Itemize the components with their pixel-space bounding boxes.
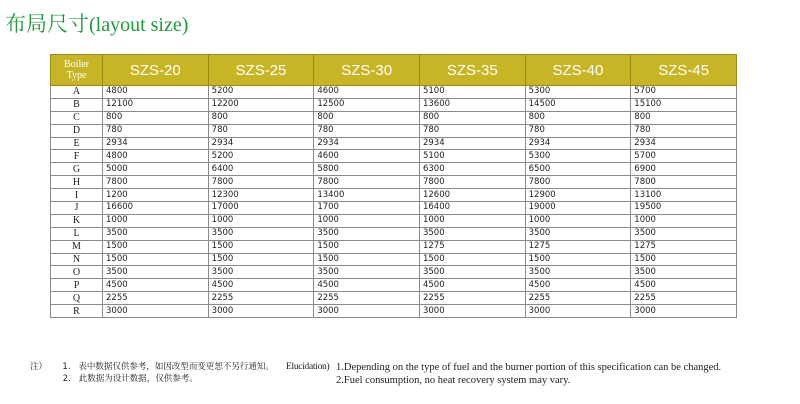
table-row xyxy=(51,163,737,176)
table-cell: 1500 xyxy=(103,240,209,253)
table-cell: 15100 xyxy=(631,98,737,111)
table-cell: 7800 xyxy=(208,176,314,189)
table-cell: 1000 xyxy=(419,214,525,227)
note-cn-text: 表中数据仅供参考，如因改型而变更恕不另行通知。 xyxy=(78,362,274,372)
notes-en xyxy=(336,361,721,387)
row-label: J xyxy=(51,202,103,215)
table-cell: 4600 xyxy=(314,86,420,99)
row-label: N xyxy=(51,253,103,266)
table-row xyxy=(51,86,737,99)
table-cell: 2255 xyxy=(631,292,737,305)
table-cell: 3500 xyxy=(631,227,737,240)
table-cell: 13400 xyxy=(314,189,420,202)
table-cell: 780 xyxy=(419,124,525,137)
row-label: D xyxy=(51,124,103,137)
table-cell: 6400 xyxy=(208,163,314,176)
row-label: I xyxy=(51,189,103,202)
table-body xyxy=(51,86,737,318)
row-label: R xyxy=(51,305,103,318)
table-cell: 1500 xyxy=(208,253,314,266)
table-cell: 16600 xyxy=(103,202,209,215)
table-cell: 800 xyxy=(419,111,525,124)
table-cell: 3000 xyxy=(103,305,209,318)
table-cell: 2934 xyxy=(314,137,420,150)
table-cell: 7800 xyxy=(631,176,737,189)
table-cell: 13100 xyxy=(631,189,737,202)
table-cell: 1275 xyxy=(419,240,525,253)
table-cell: 5000 xyxy=(103,163,209,176)
table-cell: 2255 xyxy=(103,292,209,305)
row-label: G xyxy=(51,163,103,176)
table-cell: 2934 xyxy=(208,137,314,150)
table-cell: 800 xyxy=(525,111,631,124)
table-cell: 2255 xyxy=(419,292,525,305)
table-cell: 7800 xyxy=(419,176,525,189)
column-header: SZS-20 xyxy=(103,55,209,86)
table-cell: 4600 xyxy=(314,150,420,163)
table-cell: 4500 xyxy=(314,279,420,292)
table-cell: 4500 xyxy=(525,279,631,292)
row-label: M xyxy=(51,240,103,253)
table-cell: 3500 xyxy=(419,227,525,240)
table-cell: 780 xyxy=(631,124,737,137)
column-header: SZS-40 xyxy=(525,55,631,86)
note-cn-num: 2. xyxy=(62,374,71,384)
table-cell: 5300 xyxy=(525,150,631,163)
page-title xyxy=(5,8,188,38)
table-cell: 1275 xyxy=(525,240,631,253)
table-cell: 1500 xyxy=(208,240,314,253)
table-cell: 19000 xyxy=(525,202,631,215)
table-cell: 6900 xyxy=(631,163,737,176)
table-cell: 4500 xyxy=(631,279,737,292)
table-cell: 14500 xyxy=(525,98,631,111)
table-cell: 13600 xyxy=(419,98,525,111)
corner-header xyxy=(51,55,103,86)
table-cell: 3000 xyxy=(208,305,314,318)
row-label: P xyxy=(51,279,103,292)
notes-en-label: Elucidation) xyxy=(286,362,330,372)
table-row xyxy=(51,227,737,240)
table-cell: 5800 xyxy=(314,163,420,176)
table-cell: 6300 xyxy=(419,163,525,176)
layout-size-table xyxy=(50,54,737,318)
table-row xyxy=(51,111,737,124)
column-header: SZS-25 xyxy=(208,55,314,86)
table-cell: 3500 xyxy=(525,227,631,240)
table-cell: 19500 xyxy=(631,202,737,215)
table-cell: 800 xyxy=(631,111,737,124)
table-cell: 12600 xyxy=(419,189,525,202)
table-cell: 5300 xyxy=(525,86,631,99)
table-row xyxy=(51,189,737,202)
table-cell: 12500 xyxy=(314,98,420,111)
table-row xyxy=(51,137,737,150)
table-cell: 1000 xyxy=(103,214,209,227)
table-cell: 780 xyxy=(103,124,209,137)
note-en-line-2: 2.Fuel consumption, no heat recovery system may vary. xyxy=(336,375,571,386)
table-cell: 4500 xyxy=(419,279,525,292)
table-row xyxy=(51,202,737,215)
table-cell: 7800 xyxy=(314,176,420,189)
table-cell: 1000 xyxy=(631,214,737,227)
row-label: B xyxy=(51,98,103,111)
table-cell: 3500 xyxy=(208,266,314,279)
table-cell: 780 xyxy=(525,124,631,137)
row-label: F xyxy=(51,150,103,163)
table-cell: 5200 xyxy=(208,86,314,99)
note-cn-line-1 xyxy=(30,361,274,373)
table-row xyxy=(51,124,737,137)
table-cell: 3500 xyxy=(419,266,525,279)
notes-cn-label: 注） xyxy=(30,362,48,372)
row-label: E xyxy=(51,137,103,150)
table-cell: 7800 xyxy=(525,176,631,189)
corner-line-2: Type xyxy=(66,70,87,81)
table-row xyxy=(51,150,737,163)
table-cell: 1500 xyxy=(525,253,631,266)
table-cell: 3500 xyxy=(314,227,420,240)
row-label: O xyxy=(51,266,103,279)
title-en: (layout size) xyxy=(89,14,189,36)
table-cell: 3500 xyxy=(525,266,631,279)
table-row xyxy=(51,253,737,266)
table-cell: 3000 xyxy=(525,305,631,318)
table-cell: 2255 xyxy=(525,292,631,305)
notes-cn xyxy=(30,361,274,385)
row-label: A xyxy=(51,86,103,99)
table-cell: 5100 xyxy=(419,150,525,163)
table-cell: 3000 xyxy=(419,305,525,318)
column-header: SZS-45 xyxy=(631,55,737,86)
table-row xyxy=(51,98,737,111)
table-cell: 7800 xyxy=(103,176,209,189)
table-cell: 12900 xyxy=(525,189,631,202)
table-cell: 3500 xyxy=(208,227,314,240)
table-cell: 1275 xyxy=(631,240,737,253)
table-cell: 5700 xyxy=(631,150,737,163)
row-label: Q xyxy=(51,292,103,305)
table-cell: 780 xyxy=(208,124,314,137)
table-cell: 16400 xyxy=(419,202,525,215)
table-row xyxy=(51,240,737,253)
table-row xyxy=(51,292,737,305)
note-cn-line-2 xyxy=(30,373,274,385)
table-cell: 3500 xyxy=(103,266,209,279)
table-row xyxy=(51,279,737,292)
table-cell: 2255 xyxy=(208,292,314,305)
header-row xyxy=(51,55,737,86)
table-cell: 800 xyxy=(314,111,420,124)
table-cell: 800 xyxy=(103,111,209,124)
table-cell: 12300 xyxy=(208,189,314,202)
table-cell: 2934 xyxy=(525,137,631,150)
title-cn: 布局尺寸 xyxy=(5,12,89,36)
table-cell: 4800 xyxy=(103,86,209,99)
table-cell: 780 xyxy=(314,124,420,137)
note-cn-num: 1. xyxy=(62,362,71,372)
table-cell: 2934 xyxy=(103,137,209,150)
table-cell: 4500 xyxy=(103,279,209,292)
table-cell: 3500 xyxy=(103,227,209,240)
table-cell: 1500 xyxy=(314,253,420,266)
table-cell: 12100 xyxy=(103,98,209,111)
table-row xyxy=(51,305,737,318)
table-cell: 1000 xyxy=(525,214,631,227)
table-cell: 5200 xyxy=(208,150,314,163)
row-label: L xyxy=(51,227,103,240)
table-cell: 800 xyxy=(208,111,314,124)
table-cell: 2934 xyxy=(631,137,737,150)
table-cell: 2255 xyxy=(314,292,420,305)
table-row xyxy=(51,266,737,279)
table-cell: 1500 xyxy=(314,240,420,253)
table-cell: 6500 xyxy=(525,163,631,176)
table-cell: 1000 xyxy=(208,214,314,227)
table-cell: 1500 xyxy=(419,253,525,266)
table-cell: 3000 xyxy=(314,305,420,318)
table-cell: 5700 xyxy=(631,86,737,99)
row-label: K xyxy=(51,214,103,227)
table-cell: 4500 xyxy=(208,279,314,292)
table-cell: 1500 xyxy=(103,253,209,266)
table-cell: 17000 xyxy=(208,202,314,215)
note-cn-text: 此数据为设计数据，仅供参考。 xyxy=(78,374,198,384)
table-row xyxy=(51,214,737,227)
table-cell: 4800 xyxy=(103,150,209,163)
table-cell: 3000 xyxy=(631,305,737,318)
table-cell: 5100 xyxy=(419,86,525,99)
table-cell: 3500 xyxy=(631,266,737,279)
table-cell: 2934 xyxy=(419,137,525,150)
row-label: H xyxy=(51,176,103,189)
table-cell: 12200 xyxy=(208,98,314,111)
row-label: C xyxy=(51,111,103,124)
table-cell: 1500 xyxy=(631,253,737,266)
table-cell: 1000 xyxy=(314,214,420,227)
table-cell: 1200 xyxy=(103,189,209,202)
note-en-line-1: 1.Depending on the type of fuel and the burner portion of this specification can be changed. xyxy=(336,362,722,373)
table-cell: 1700 xyxy=(314,202,420,215)
column-header: SZS-35 xyxy=(419,55,525,86)
table-row xyxy=(51,176,737,189)
corner-line-1: Boiler xyxy=(64,59,89,70)
table-cell: 3500 xyxy=(314,266,420,279)
column-header: SZS-30 xyxy=(314,55,420,86)
